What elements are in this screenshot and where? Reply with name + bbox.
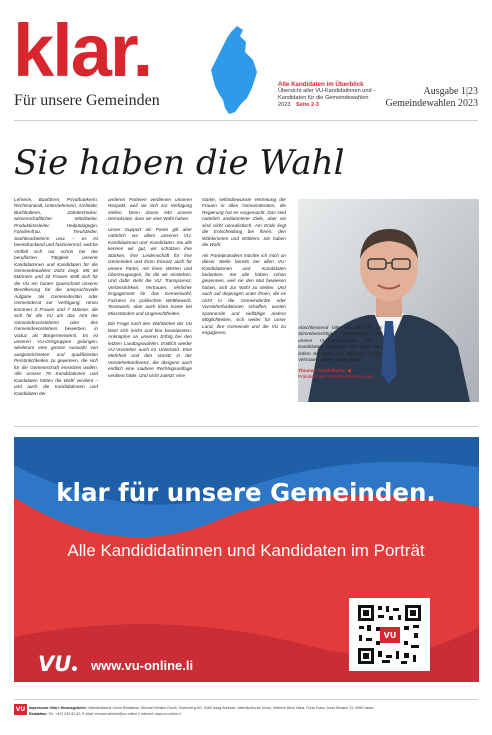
- qr-code-icon[interactable]: [356, 603, 423, 666]
- banner-website-link[interactable]: www.vu-online.li: [91, 658, 194, 673]
- qr-badge-text: VU: [383, 631, 397, 640]
- liechtenstein-map-icon: [207, 24, 259, 116]
- issue-number: Ausgabe 1|23: [423, 86, 478, 97]
- paragraph: starke, selbstbewusste Vertretung der Frauen in allen Gemeinderäten, die Regierung hat es vorgemacht. Das sind natürlich ambitionierte Ziele, aber sie sind nicht unrealistisch. Am Ende liegt die Entscheidung bei Ihnen, den Wählerinnen und Wählern. Sie haben die Wahl.: [202, 197, 286, 248]
- imprint-contact: Tel. +423 239 82 82, E-Mail: michael.winkler@vu-online.li Internet: www.vu-online.li: [48, 711, 181, 716]
- vu-logo-text: VU: [38, 652, 72, 676]
- imprint: [29, 706, 484, 717]
- imprint-label: Impressum «klar» Herausgeberin:: [29, 706, 87, 710]
- vu-logo-dot-icon: [72, 666, 77, 671]
- issue-info: [386, 86, 478, 110]
- teaser-box[interactable]: [278, 81, 382, 109]
- paragraph: Abschliessend bitte ich Sie alle als Stimmberechtigte: unterstützen Sie unsere VU-Kandidatinnen und -Kandidaten. Belohnen Sie ihren Mut, indem Sie ihnen Ihre Stimmen und Ihr Vertrauen geben. Vielen Dank!: [298, 325, 382, 363]
- footer-vu-logo: VU: [15, 706, 26, 713]
- teaser-title: Alle Kandidaten im Überblick: [278, 81, 364, 88]
- paragraph: anderen Parteien verdienen unseren Respekt, weil sie sich zur Verfügung stellen. Denn davon lebt unsere Demokratie: dass wir eine Wahl haben.: [108, 197, 192, 222]
- teaser-text: Übersicht aller VU-Kandidatinnen und -Kandidaten für die Gemeindewahlen 2023: [278, 88, 376, 108]
- content-divider: [14, 426, 478, 427]
- paragraph: Unser Support als Partei gilt aber natürlich vor allem unseren VU-Kandidatinnen und -Kandidaten. Sie alle kennen wir gut, wir schätzen ihre Stärken, ihre Leidenschaft für ihre Gemeinden und ihren Einsatz auch für unsere Partei, mit ihren Werten und Überzeugungen, für die wir einstehen. Und dafür steht die VU: Transparenz, Verlässlichkeit, Vertrauen, ehrlicher Engagement für das Gemeinwohl, Fairness im politischen Wettbewerb, Teamwork, aber auch klare Kante bei Missständen und Ungerechtheiten.: [108, 226, 192, 316]
- vu-logo: [38, 652, 77, 676]
- edition-name: Gemeindewahlen 2023: [385, 98, 478, 109]
- teaser-page-ref: Seite 2-3: [296, 102, 320, 108]
- article-column-3: [202, 197, 286, 341]
- banner-subtitle: Alle Kandididatinnen und Kandidaten im Porträt: [67, 541, 425, 560]
- paragraph: Die Frage nach den Wahlzielen der VU lässt sich leicht und klar beantworten: Anknüpfen an unseren Erfolg bei den letzten Landtagswahlen. Endlich wieder VU-Vorsteher auch im Unterland. Eine Mehrheit und den Vorsitz in der Vorsteherkonferenz, die übrigens auch endlich eine saubere Rechtsgrundlage verdient hätte. Und nicht zuletzt: eine: [108, 321, 192, 378]
- imprint-text: Vaterländische Union Redaktion: Michael Winkler Druck: Gutenberg AG, 9485 Haag Adresse: Vaterländische Union, Wilhelm Beck Haus, Fürst-Franz-Josef-Strasse 13, 9490 Vaduz: [87, 706, 374, 710]
- masthead-tagline: Für unsere Gemeinden: [14, 92, 160, 109]
- footer-divider: [14, 699, 478, 700]
- article-column-4: [298, 325, 382, 385]
- article-column-2: [108, 197, 192, 383]
- klar-logo: klar.: [13, 9, 152, 92]
- author-name: Thomas Zwiefelhofer,: [298, 367, 346, 373]
- paragraph: Als Parteipräsident möchte ich mich an dieser Stelle bereits bei allen VU-Kandidatinnen und -Kandidaten bedanken. Sie alle haben schon gewonnen, weil sie den Mut bewiesen haben, sich zur Wahl zu stellen. Und auch auf diejenigen unter Ihnen, die es nicht in die Gemeinderäte oder Vorsteherfunktionen schaffen, warten spannende und vielfältige andere Möglichkeiten, sich weiter für unser Land, ihre Gemeinde und die VU zu engagieren.: [202, 252, 286, 336]
- end-mark-icon: [348, 369, 351, 372]
- article-column-1: [14, 197, 98, 401]
- page-title: Sie haben die Wahl: [14, 143, 345, 183]
- banner-title: klar für unsere Gemeinden.: [56, 478, 436, 507]
- paragraph: Lehrerin, Bauführer, Privatbankerin, Rechtsanwalt, Unternehmerin, Architekt, Buchhalterin, Zahntechniker, wissenschaftlicher Mitarbeiter, Produktionsleiter, Heilpädagogin, Familienfrau, Treuhänder, Sachbearbeiterin usw. – es ist beeindruckend und faszinierend, welche Vielfalt sich nur schon bei der beruflichen Tätigkeit unserer Kandidatinnen und Kandidaten für die Gemeindewahlen 2023 zeigt. Mit 40 Männern und 30 Frauen stellt sich für die VU ein bunter Querschnitt unserer Bevölkerung für die anspruchsvolle Aufgabe als Gemeinderätin oder Gemeinderat zur Verfügung. Hinzu kommen 3 Frauen und 7 Männer, die sich für die VU um das Amt der Gemeindevorsteherin oder des Gemeindevorstehers bewerben, in Vaduz als Bürgermeisterin. Es ist unseren VU-Ortsgruppen gelungen, wiederum eine grosse Auswahl von ausgezeichneten und qualifizierten Persönlichkeiten zu gewinnen, die sich für die Gemeinschaft einsetzen wollen. Alle unsere 78 Kandidatinnen und Kandidaten hätten die Wahl verdient – und auch die Kandidatinnen und Kandidaten der: [14, 197, 98, 396]
- masthead-divider: [14, 120, 478, 121]
- author-role: Präsident der Vaterländischen Union: [298, 374, 375, 380]
- imprint-label: Redaktion:: [29, 711, 48, 716]
